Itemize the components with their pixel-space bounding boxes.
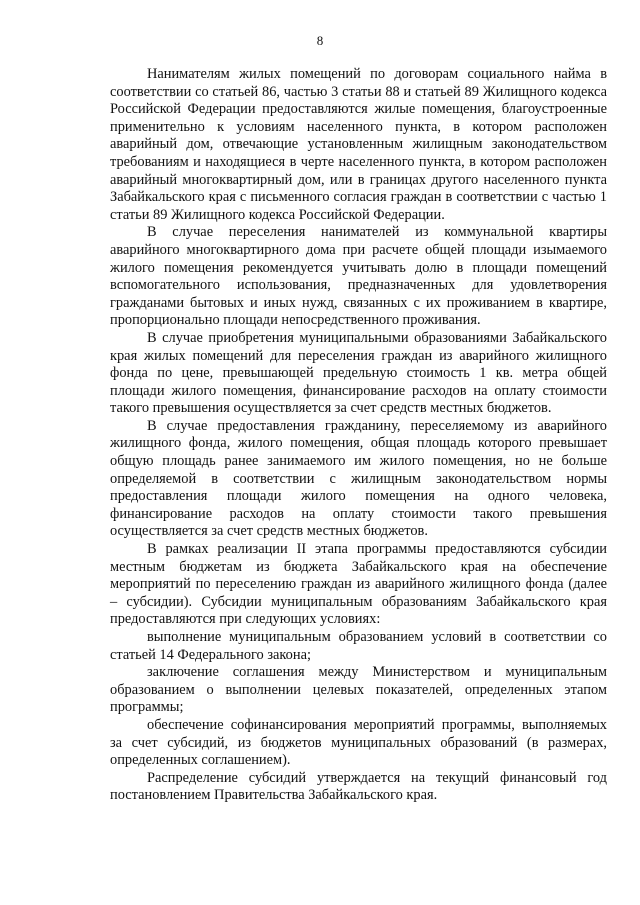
paragraph-condition-2: заключение соглашения между Министерством и муниципальным образованием о выполнении целевых показателей, определенных этапом программы; <box>110 664 607 716</box>
paragraph-price-excess: В случае приобретения муниципальными образованиями Забайкальского края жилых помещений для переселения граждан из аварийного жилищного фонда по цене, превышающей предельную стоимость 1 кв. метра общей площади жилого помещения, финансирование расходов на оплату стоимости такого превышения осуществляется за счет средств местных бюджетов. <box>110 329 607 417</box>
paragraph-condition-1: выполнение муниципальным образованием условий в соответствии со статьей 14 Федерального закона; <box>110 629 607 663</box>
paragraph-housing-provision: Нанимателям жилых помещений по договорам социального найма в соответствии со статьей 86, частью 3 статьи 88 и статьей 89 Жилищного кодекса Российской Федерации предоставляются жилые помещения, благоустроенные применительно к условиям населенного пункта, в котором расположен аварийный дом, отвечающие установленным жилищным законодательством требованиям и находящиеся в черте населенного пункта, в котором расположен аварийный многоквартирный дом, или в границах другого населенного пункта Забайкальского края с письменного согласия граждан в соответствии с частью 1 статьи 89 Жилищного кодекса Российской Федерации. <box>110 66 607 223</box>
document-body <box>110 66 607 805</box>
paragraph-subsidies: В рамках реализации II этапа программы предоставляются субсидии местным бюджетам из бюджета Забайкальского края на обеспечение мероприятий по переселению граждан из аварийного жилищного фонда (далее – субсидии). Субсидии муниципальным образованиям Забайкальского края предоставляются при следующих условиях: <box>110 541 607 628</box>
paragraph-condition-3: обеспечение софинансирования мероприятий программы, выполняемых за счет субсидий, из бюджетов муниципальных образований (в размерах, определенных соглашением). <box>110 716 607 769</box>
paragraph-distribution: Распределение субсидий утверждается на текущий финансовый год постановлением Правительства Забайкальского края. <box>110 769 607 804</box>
page-number: 8 <box>316 33 324 48</box>
paragraph-area-excess: В случае предоставления гражданину, переселяемому из аварийного жилищного фонда, жилого помещения, общая площадь которого превышает общую площадь ранее занимаемого им жилого помещения, но не больше определяемой в соответствии с жилищным законодательством нормы предоставления площади жилого помещения на одного человека, финансирование расходов на оплату стоимости такого превышения осуществляется за счет средств местных бюджетов. <box>110 417 607 540</box>
paragraph-communal-apartment: В случае переселения нанимателей из коммунальной квартиры аварийного многоквартирного дома при расчете общей площади изымаемого жилого помещения рекомендуется учитывать долю в площади помещений вспомогательного использования, предназначенных для удовлетворения гражданами бытовых и иных нужд, связанных с их проживанием в квартире, пропорционально площади непосредственного проживания. <box>110 224 607 329</box>
